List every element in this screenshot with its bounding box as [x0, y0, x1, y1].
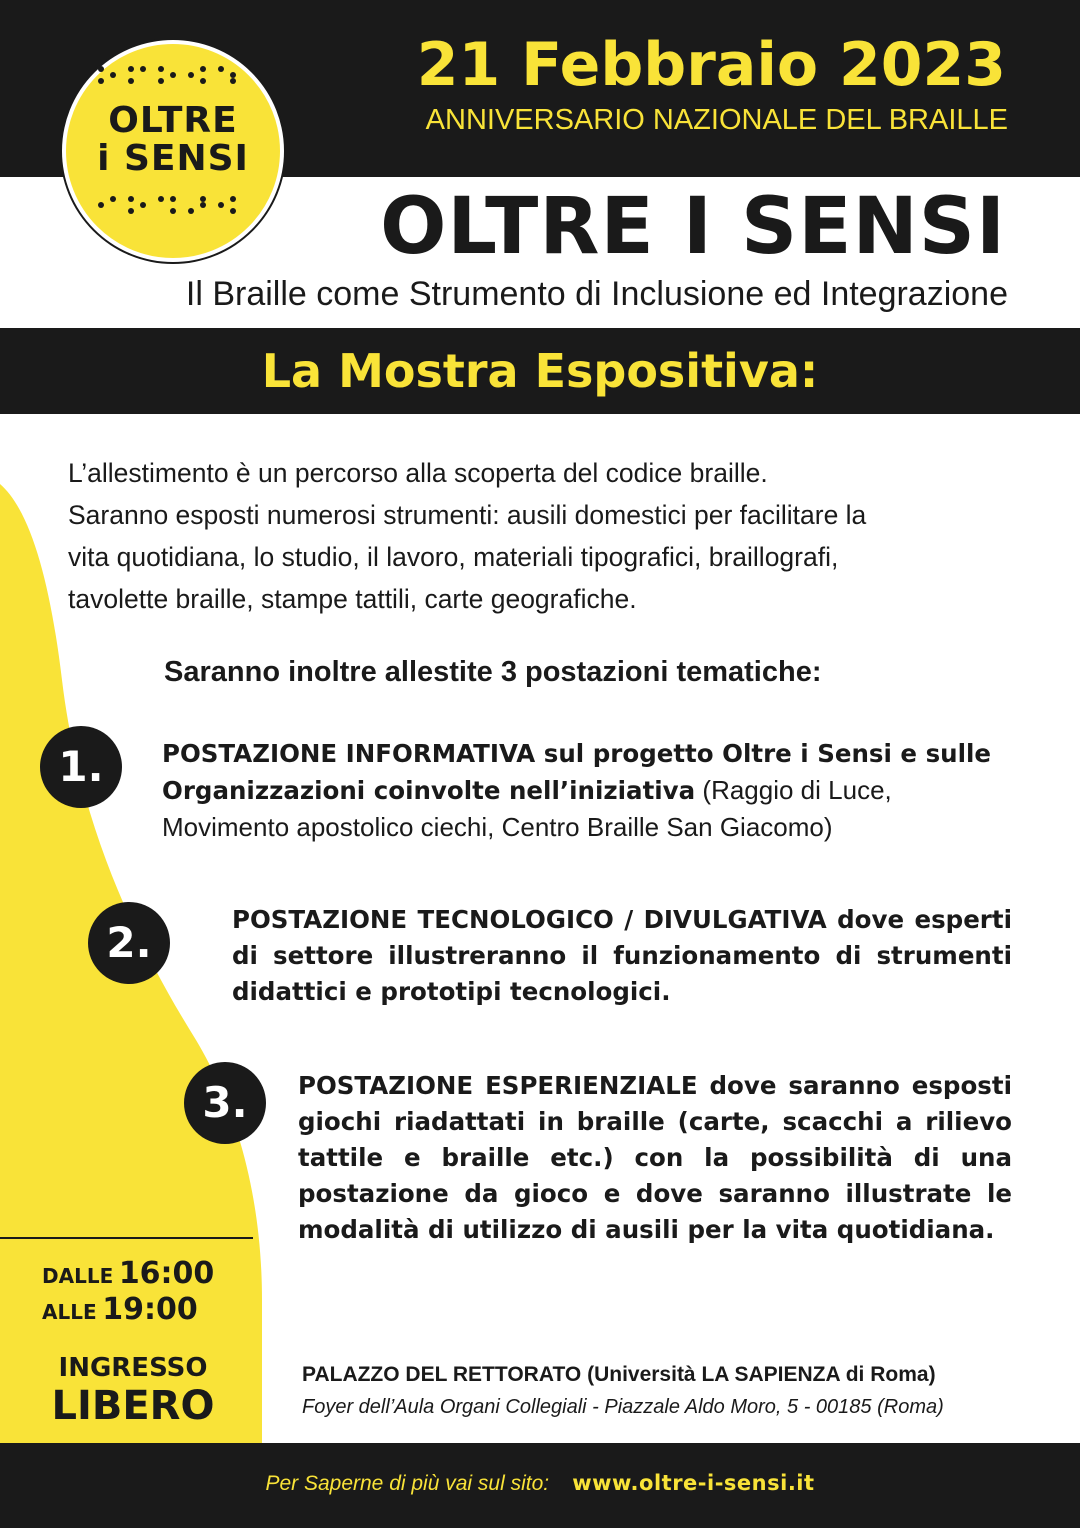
hours-from-label: DALLE — [42, 1264, 114, 1288]
venue-name: PALAZZO DEL RETTORATO — [302, 1363, 582, 1386]
footer — [0, 1443, 1080, 1528]
postazione-1-regular: (Raggio di Luce, Movimento apostolico ciechi, Centro Braille San Giacomo) — [162, 775, 892, 842]
opening-hours — [42, 1258, 214, 1330]
braille-dots-top — [94, 64, 254, 88]
oltre-i-sensi-logo — [62, 40, 284, 262]
free-entry — [0, 1352, 266, 1428]
section-title: La Mostra Espositiva: — [261, 344, 819, 398]
page-title: OLTRE I SENSI — [380, 182, 1006, 272]
event-date: 21 Febbraio 2023 — [416, 30, 1006, 100]
postazione-3-text: POSTAZIONE ESPERIENZIALE dove saranno esposti giochi riadattati in braille (carte, scacchi a rilievo tattile e braille etc.) con la possibilità di una postazione da gioco e dove saranno illustrate le modalità di utilizzo di ausili per la vita quotidiana. — [298, 1071, 1012, 1244]
venue-address: Foyer dell’Aula Organi Collegiali - Piazzale Aldo Moro, 5 - 00185 (Roma) — [302, 1396, 944, 1418]
entry-line-1: INGRESSO — [58, 1353, 208, 1383]
postazioni-heading: Saranno inoltre allestite 3 postazioni tematiche: — [164, 656, 822, 688]
website-link[interactable]: www.oltre-i-sensi.it — [572, 1471, 815, 1495]
venue-detail: (Università LA SAPIENZA di Roma) — [587, 1363, 936, 1386]
braille-dots-bottom — [94, 194, 254, 218]
number-badge-1: 1. — [40, 726, 122, 808]
hours-from-time: 16:00 — [118, 1256, 215, 1291]
footer-prefix: Per Saperne di più vai sul sito: — [265, 1472, 550, 1495]
logo-line-1: OLTRE — [108, 100, 238, 141]
page-subtitle: Il Braille come Strumento di Inclusione ed Integrazione — [185, 275, 1008, 313]
hours-to-label: ALLE — [42, 1300, 97, 1324]
logo-line-2: i SENSI — [97, 138, 249, 179]
postazione-1-bold: POSTAZIONE INFORMATIVA sul progetto Oltre i Sensi e sulle Organizzazioni coinvolte nell’iniziativa — [162, 739, 992, 805]
intro-line: Saranno esposti numerosi strumenti: ausili domestici per facilitare la — [68, 500, 867, 530]
intro-line: L’allestimento è un percorso alla scoperta del codice braille. — [68, 458, 768, 488]
anniversary-label: ANNIVERSARIO NAZIONALE DEL BRAILLE — [425, 104, 1008, 136]
intro-paragraph — [68, 452, 1028, 620]
intro-line: vita quotidiana, lo studio, il lavoro, materiali tipografici, braillografi, — [68, 542, 839, 572]
postazione-1-text — [162, 736, 1012, 846]
number-badge-2: 2. — [88, 902, 170, 984]
hours-to-time: 19:00 — [102, 1292, 198, 1327]
number-badge-3: 3. — [184, 1062, 266, 1144]
postazione-2-text: POSTAZIONE TECNOLOGICO / DIVULGATIVA dove esperti di settore illustreranno il funzionamento di strumenti didattici e prototipi tecnologici. — [232, 905, 1012, 1006]
intro-line: tavolette braille, stampe tattili, carte geografiche. — [68, 584, 637, 614]
entry-line-2: LIBERO — [51, 1383, 215, 1429]
divider — [0, 1237, 253, 1239]
venue — [302, 1360, 944, 1422]
